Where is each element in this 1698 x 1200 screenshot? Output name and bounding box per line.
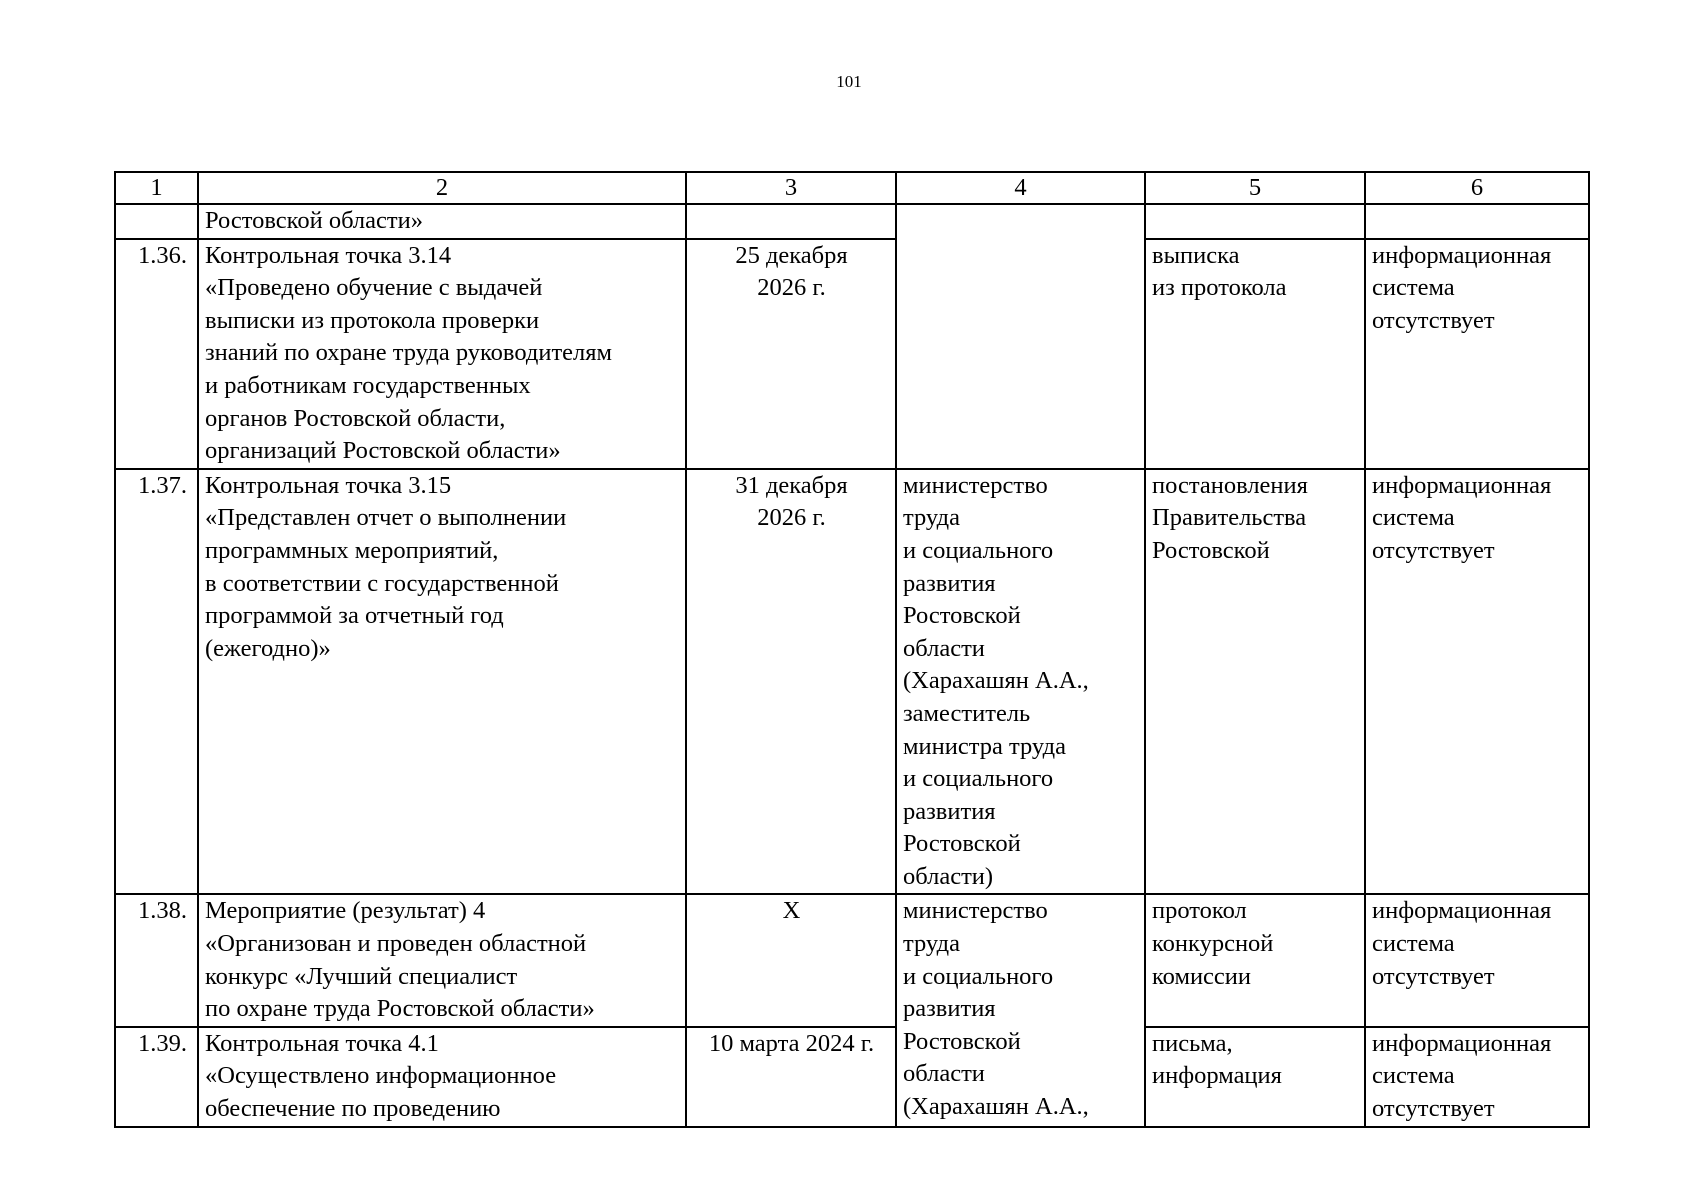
date-cell: 31 декабря 2026 г. [686, 469, 896, 895]
header-cell-6: 6 [1365, 172, 1589, 204]
measure-name-cell: Контрольная точка 3.15 «Представлен отчет о выполнении программных мероприятий, в соответствии с государственной программой за отчетный год (ежегодно)» [198, 469, 686, 895]
table-header-row [115, 172, 1589, 204]
table-row [115, 239, 1589, 469]
measure-name-cell: Мероприятие (результат) 4 «Организован и проведен областной конкурс «Лучший специалист по охране труда Ростовской области» [198, 894, 686, 1026]
document-cell [1145, 204, 1365, 239]
info-system-cell [1365, 204, 1589, 239]
document-cell: протокол конкурсной комиссии [1145, 894, 1365, 1026]
table-row [115, 894, 1589, 1026]
date-cell: 10 марта 2024 г. [686, 1027, 896, 1127]
page-number: 101 [836, 72, 862, 91]
date-cell [686, 204, 896, 239]
measure-name-cell: Контрольная точка 4.1 «Осуществлено информационное обеспечение по проведению [198, 1027, 686, 1127]
info-system-cell: информационная система отсутствует [1365, 1027, 1589, 1127]
date-cell: X [686, 894, 896, 1026]
date-cell: 25 декабря 2026 г. [686, 239, 896, 469]
table-row [115, 469, 1589, 895]
header-cell-3: 3 [686, 172, 896, 204]
header-cell-5: 5 [1145, 172, 1365, 204]
table-row [115, 1027, 1589, 1127]
row-number-cell: 1.37. [115, 469, 198, 895]
table-row [115, 204, 1589, 239]
document-cell: выписка из протокола [1145, 239, 1365, 469]
info-system-cell: информационная система отсутствует [1365, 469, 1589, 895]
header-cell-4: 4 [896, 172, 1145, 204]
row-number-cell [115, 204, 198, 239]
row-number-cell: 1.38. [115, 894, 198, 1026]
responsible-cell: министерство труда и социального развития Ростовской области (Харахашян А.А., заместитель министра труда и социального развития Ростовской области) [896, 469, 1145, 895]
info-system-cell: информационная система отсутствует [1365, 239, 1589, 469]
row-number-cell: 1.36. [115, 239, 198, 469]
document-cell: письма, информация [1145, 1027, 1365, 1127]
responsible-cell [896, 204, 1145, 469]
document-table [114, 171, 1590, 1128]
header-cell-1: 1 [115, 172, 198, 204]
measure-name-cell: Контрольная точка 3.14 «Проведено обучение с выдачей выписки из протокола проверки знаний по охране труда руководителям и работникам государственных органов Ростовской области, организаций Ростовской области» [198, 239, 686, 469]
responsible-cell: министерство труда и социального развития Ростовской области (Харахашян А.А., [896, 894, 1145, 1126]
header-cell-2: 2 [198, 172, 686, 204]
row-number-cell: 1.39. [115, 1027, 198, 1127]
info-system-cell: информационная система отсутствует [1365, 894, 1589, 1026]
document-cell: постановления Правительства Ростовской [1145, 469, 1365, 895]
measure-name-cell: Ростовской области» [198, 204, 686, 239]
